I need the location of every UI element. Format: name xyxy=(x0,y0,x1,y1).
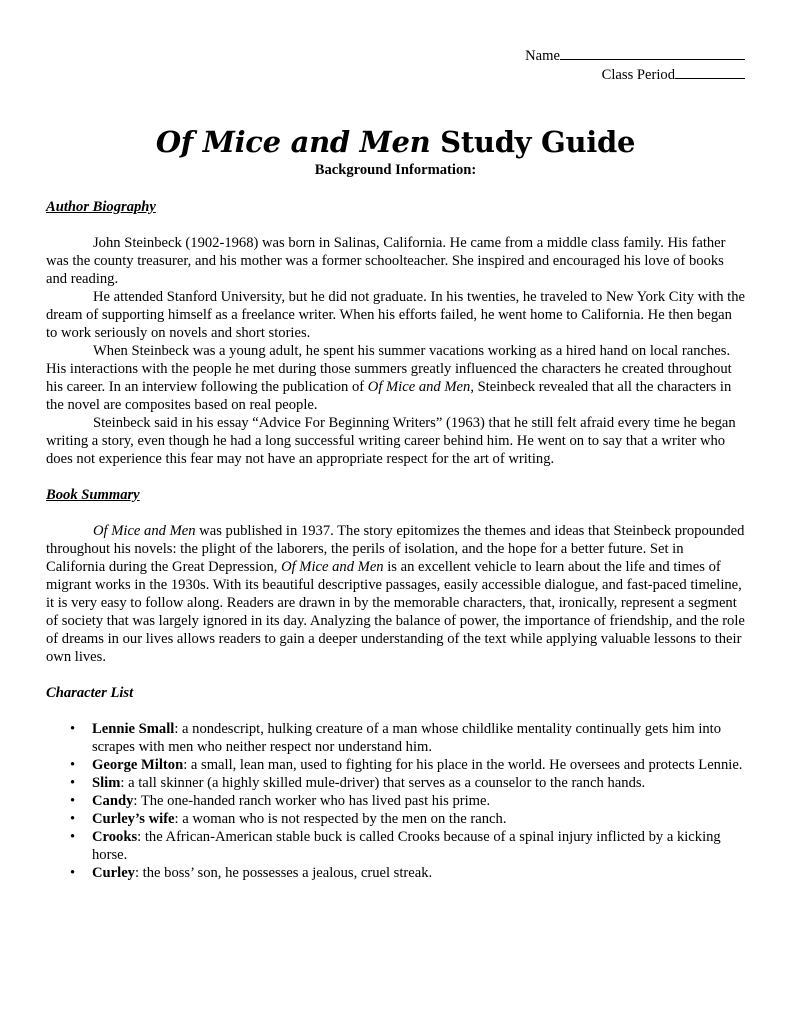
text-run: was published in 1937. The story epitomizes the themes and ideas that Steinbeck propounded throughout his novels: the plight of the laborers, the perils of isolation, and the hope for a better future. Set in California during the Great Depression, xyxy=(46,523,745,575)
author-biography-heading: Author Biography xyxy=(46,199,156,215)
text-run: When Steinbeck was a young adult, he spent his summer vacations working as a hired hand on local ranches. His interactions with the people he met during those summers greatly influenced the characters he created throughout his career. In an interview following the publication of xyxy=(46,343,732,395)
spacer xyxy=(46,702,746,720)
name-label: Name xyxy=(525,48,560,64)
character-name: George Milton xyxy=(92,757,184,773)
title-rest: Study Guide xyxy=(430,125,636,159)
list-item xyxy=(70,792,746,810)
bullet-icon: • xyxy=(70,829,76,845)
bullet-icon: • xyxy=(70,757,76,773)
author-bio-paragraph-2: He attended Stanford University, but he did not graduate. In his twenties, he traveled to New York City with the dream of supporting himself as a freelance writer. When his efforts failed, he went home to California. He then began to work seriously on novels and short stories. xyxy=(46,289,745,341)
character-name: Slim xyxy=(92,775,121,791)
character-list-heading: Character List xyxy=(46,685,134,701)
character-description: : The one-handed ranch worker who has lived past his prime. xyxy=(133,793,491,809)
list-item xyxy=(70,828,746,864)
character-description: : a tall skinner (a highly skilled mule-driver) that serves as a counselor to the ranch hands. xyxy=(120,775,646,791)
character-list xyxy=(46,720,746,882)
title-book-name: Of Mice and Men xyxy=(155,125,431,159)
spacer xyxy=(46,666,746,684)
character-name: Curley xyxy=(92,865,135,881)
page-subtitle: Background Information: xyxy=(314,162,477,178)
character-description: : the African-American stable buck is called Crooks because of a spinal injury inflicted by a kicking horse. xyxy=(92,829,721,863)
bullet-icon: • xyxy=(70,793,76,809)
character-name: Curley’s wife xyxy=(92,811,175,827)
bullet-icon: • xyxy=(70,865,76,881)
class-period-blank-line[interactable] xyxy=(675,65,745,79)
author-bio-paragraph-4: Steinbeck said in his essay “Advice For Beginning Writers” (1963) that he still felt afraid every time he began writing a story, even though he had a long successful writing career behind him. He went on to say that a writer who does not experience this fear may not have an appropriate respect for the art of writing. xyxy=(46,415,736,467)
character-description: : a nondescript, hulking creature of a man whose childlike mentality continually gets him into scrapes with men who neither respect nor understand him. xyxy=(92,721,722,755)
character-description: : a small, lean man, used to fighting for his place in the world. He oversees and protects Lennie. xyxy=(183,757,743,773)
text-run: is an excellent vehicle to learn about the life and times of migrant works in the 1930s. With its beautiful descriptive passages, easily accessible dialogue, and fast-paced timeline, it is very easy to follow along. Readers are drawn in by the memorable characters, that, ironically, represent a segment of society that was largely ignored in its day. Analyzing the balance of power, the importance of friendship, and the role of dreams in our lives allows readers to gain a deeper understanding of the text while applying valuable lessons to their own lives. xyxy=(46,559,745,665)
spacer xyxy=(46,468,746,486)
list-item xyxy=(70,720,746,756)
book-summary-paragraph xyxy=(46,522,746,666)
character-description: : the boss’ son, he possesses a jealous, cruel streak. xyxy=(134,865,433,881)
spacer xyxy=(46,504,746,522)
bullet-icon: • xyxy=(70,811,76,827)
bullet-icon: • xyxy=(70,775,76,791)
author-bio-paragraph-1: John Steinbeck (1902-1968) was born in Salinas, California. He came from a middle class family. His father was the county treasurer, and his mother was a former schoolteacher. She inspired and encouraged his love of books and reading. xyxy=(46,235,726,287)
spacer xyxy=(46,216,746,234)
class-period-label: Class Period xyxy=(601,67,675,83)
list-item xyxy=(70,774,746,792)
list-item xyxy=(70,810,746,828)
character-name: Candy xyxy=(92,793,134,809)
character-name: Lennie Small xyxy=(92,721,175,737)
header-fields xyxy=(525,46,745,84)
book-summary-heading: Book Summary xyxy=(46,487,140,503)
bullet-icon: • xyxy=(70,721,76,737)
book-title-italic: Of Mice and Men xyxy=(367,379,471,395)
name-field-row xyxy=(525,46,745,65)
list-item xyxy=(70,864,746,882)
character-name: Crooks xyxy=(92,829,138,845)
class-period-field-row xyxy=(525,65,745,84)
text-run: , Steinbeck revealed that all the characters in the novel are composites based on real people. xyxy=(46,379,732,413)
main-content xyxy=(46,198,746,882)
character-description: : a woman who is not respected by the men on the ranch. xyxy=(174,811,507,827)
page-title xyxy=(0,124,791,160)
list-item xyxy=(70,756,746,774)
book-title-italic: Of Mice and Men xyxy=(93,523,196,539)
name-blank-line[interactable] xyxy=(560,46,745,60)
author-bio-paragraph-3 xyxy=(46,342,746,414)
book-title-italic: Of Mice and Men xyxy=(281,559,384,575)
